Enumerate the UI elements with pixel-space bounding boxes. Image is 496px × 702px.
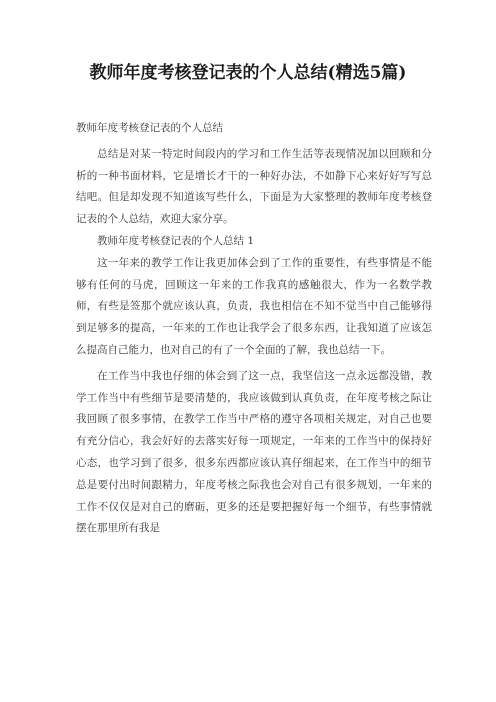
document-body <box>76 118 432 540</box>
section-heading: 教师年度考核登记表的个人总结 <box>76 122 223 134</box>
document-title: 教师年度考核登记表的个人总结(精选5篇) <box>89 63 407 83</box>
intro-paragraph: 总结是对某一特定时间段内的学习和工作生活等表现情况加以回顾和分析的一种书面材料，它是增长才干的一种好办法，不如静下心来好好写写总结吧。但是却发现不知道该写些什么，下面是为大家整理的教师年度考核登记表的个人总结，欢迎大家分享。 <box>76 147 432 226</box>
body-paragraph-2: 在工作当中我也仔细的体会到了这一点，我坚信这一点永远都没错，教学工作当中有些细节是要清楚的，我应该做到认真负责，在年度考核之际让我回顾了很多事情，在教学工作当中严格的遵守各项相关规定，对自己也要有充分信心，我会好好的去落实好每一项规定，一年来的工作当中的保持好心态，也学习到了很多，很多东西都应该认真仔细起来，在工作当中的细节总是要付出时间跟精力，年度考核之际我也会对自己有很多规划，一年来的工作不仅仅是对自己的磨砺，更多的还是要把握好每一个细节，有些事情就摆在那里所有我是 <box>76 369 432 535</box>
subsection-heading: 教师年度考核登记表的个人总结 1 <box>97 234 255 247</box>
body-paragraph-1: 这一年来的教学工作让我更加体会到了工作的重要性，有些事情是不能够有任何的马虎，回顾这一年来的工作我真的感触很大，作为一名数学教师，有些是签那个就应该认真，负责，我也相信在不知不觉当中自己能够得到足够多的提高，一年来的工作也让我学会了很多东西，让我知道了应该怎么提高自己能力，也对自己的有了一个全面的了解，我也总结一下。 <box>76 256 432 356</box>
